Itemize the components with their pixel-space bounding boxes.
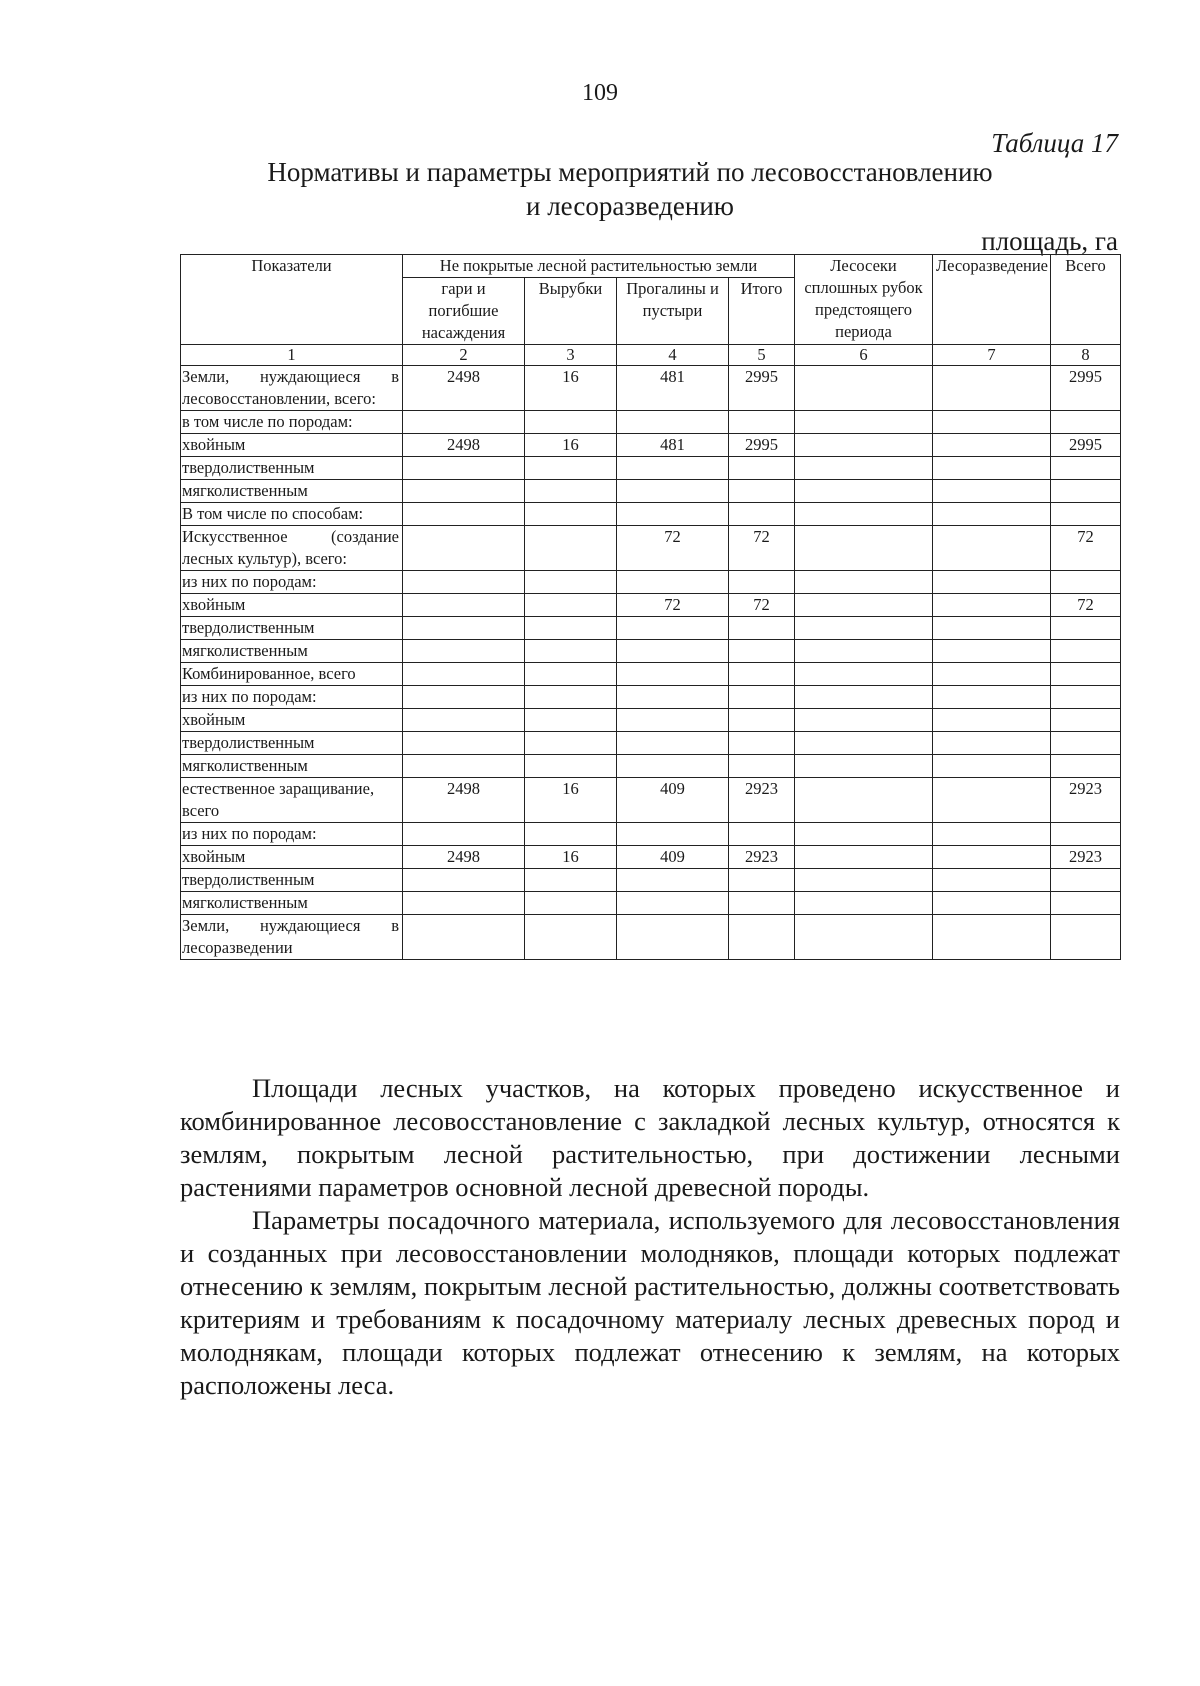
cell-c3: 16: [525, 846, 617, 869]
row-label: мягколиственным: [181, 640, 403, 663]
cell-c2: [403, 594, 525, 617]
cell-c5: [729, 732, 795, 755]
cell-c3: [525, 457, 617, 480]
table-row: [181, 778, 1121, 823]
cell-c3: [525, 480, 617, 503]
header-cuttings: Вырубки: [525, 278, 617, 345]
cell-c7: [933, 915, 1051, 960]
cell-c3: [525, 823, 617, 846]
cell-c3: [525, 411, 617, 434]
cell-c3: [525, 732, 617, 755]
table-row: [181, 732, 1121, 755]
cell-c7: [933, 709, 1051, 732]
cell-c6: [795, 915, 933, 960]
table-row: [181, 480, 1121, 503]
cell-c8: [1051, 411, 1121, 434]
cell-c4: [617, 663, 729, 686]
cell-c5: [729, 709, 795, 732]
cell-c7: [933, 823, 1051, 846]
cell-c2: [403, 892, 525, 915]
cell-c6: [795, 823, 933, 846]
cell-c5: 72: [729, 526, 795, 571]
title-line-2: и лесоразведению: [526, 191, 734, 221]
cell-c6: [795, 434, 933, 457]
row-label: твердолиственным: [181, 617, 403, 640]
cell-c6: [795, 526, 933, 571]
cell-c4: [617, 411, 729, 434]
row-label: твердолиственным: [181, 869, 403, 892]
cell-c7: [933, 411, 1051, 434]
cell-c6: [795, 892, 933, 915]
cell-c5: 2995: [729, 366, 795, 411]
table-row: [181, 755, 1121, 778]
cell-c2: [403, 915, 525, 960]
cell-c2: [403, 411, 525, 434]
cell-c8: [1051, 640, 1121, 663]
table-row: [181, 594, 1121, 617]
cell-c4: 409: [617, 846, 729, 869]
column-number: 4: [617, 345, 729, 366]
cell-c3: [525, 617, 617, 640]
cell-c3: 16: [525, 778, 617, 823]
cell-c2: [403, 686, 525, 709]
cell-c5: [729, 571, 795, 594]
row-label: мягколиственным: [181, 892, 403, 915]
row-label: хвойным: [181, 434, 403, 457]
cell-c7: [933, 434, 1051, 457]
cell-c7: [933, 755, 1051, 778]
table-row: [181, 846, 1121, 869]
table-row: [181, 640, 1121, 663]
cell-c8: [1051, 732, 1121, 755]
cell-c2: [403, 617, 525, 640]
cell-c6: [795, 617, 933, 640]
cell-c5: [729, 869, 795, 892]
cell-c5: 2995: [729, 434, 795, 457]
cell-c6: [795, 755, 933, 778]
cell-c4: [617, 457, 729, 480]
cell-c7: [933, 366, 1051, 411]
cell-c5: [729, 663, 795, 686]
cell-c7: [933, 869, 1051, 892]
table-row: [181, 526, 1121, 571]
cell-c7: [933, 732, 1051, 755]
cell-c2: 2498: [403, 778, 525, 823]
cell-c4: [617, 640, 729, 663]
cell-c3: [525, 571, 617, 594]
title-line-1: Нормативы и параметры мероприятий по лесовосстановлению: [267, 157, 993, 187]
cell-c6: [795, 869, 933, 892]
cell-c3: [525, 640, 617, 663]
cell-c3: [525, 709, 617, 732]
cell-c8: 2995: [1051, 366, 1121, 411]
row-label: Комбинированное, всего: [181, 663, 403, 686]
cell-c6: [795, 778, 933, 823]
table-row: [181, 366, 1121, 411]
cell-c2: [403, 480, 525, 503]
column-number: 2: [403, 345, 525, 366]
cell-c6: [795, 686, 933, 709]
cell-c8: 2923: [1051, 846, 1121, 869]
cell-c7: [933, 892, 1051, 915]
cell-c2: [403, 709, 525, 732]
cell-c4: [617, 732, 729, 755]
cell-c4: 72: [617, 526, 729, 571]
table-row: [181, 571, 1121, 594]
cell-c5: [729, 480, 795, 503]
cell-c8: 72: [1051, 526, 1121, 571]
cell-c8: [1051, 869, 1121, 892]
cell-c8: [1051, 480, 1121, 503]
column-number: 7: [933, 345, 1051, 366]
cell-c3: [525, 869, 617, 892]
cell-c4: [617, 823, 729, 846]
cell-c7: [933, 457, 1051, 480]
cell-c5: [729, 640, 795, 663]
cell-c7: [933, 640, 1051, 663]
header-clearcut-areas: Лесосеки сплошных рубок предстоящего периода: [795, 255, 933, 345]
cell-c4: 481: [617, 366, 729, 411]
cell-c6: [795, 663, 933, 686]
row-label: В том числе по способам:: [181, 503, 403, 526]
header-subtotal: Итого: [729, 278, 795, 345]
header-indicators: Показатели: [181, 255, 403, 345]
table-row: [181, 709, 1121, 732]
cell-c4: [617, 709, 729, 732]
cell-c2: [403, 869, 525, 892]
cell-c6: [795, 411, 933, 434]
cell-c3: 16: [525, 434, 617, 457]
cell-c2: [403, 755, 525, 778]
cell-c3: [525, 503, 617, 526]
cell-c8: 2923: [1051, 778, 1121, 823]
table-row: [181, 915, 1121, 960]
cell-c4: [617, 686, 729, 709]
cell-c8: [1051, 571, 1121, 594]
row-label: хвойным: [181, 846, 403, 869]
column-number: 8: [1051, 345, 1121, 366]
table-row: [181, 663, 1121, 686]
table-label: Таблица 17: [991, 128, 1118, 158]
column-number: 5: [729, 345, 795, 366]
paragraph-2: Параметры посадочного материала, используемого для лесовосстановления и созданных при лесовосстановлении молодняков, площади которых подлежат отнесению к землям, покрытым лесной растительностью, должны соответствовать критериям и требованиям к посадочному материалу лесных древесных пород и молоднякам, площади которых подлежат отнесению к землям, на которых расположены леса.: [180, 1205, 1120, 1400]
cell-c2: [403, 732, 525, 755]
cell-c8: [1051, 709, 1121, 732]
units-label: площадь, га: [981, 226, 1118, 256]
cell-c8: [1051, 663, 1121, 686]
cell-c7: [933, 663, 1051, 686]
cell-c8: [1051, 892, 1121, 915]
column-number-row: [181, 345, 1121, 366]
cell-c7: [933, 594, 1051, 617]
cell-c3: [525, 663, 617, 686]
cell-c8: [1051, 617, 1121, 640]
cell-c4: 409: [617, 778, 729, 823]
cell-c8: [1051, 823, 1121, 846]
cell-c2: [403, 457, 525, 480]
header-afforestation: Лесоразведение: [933, 255, 1051, 345]
cell-c6: [795, 732, 933, 755]
cell-c6: [795, 480, 933, 503]
cell-c4: [617, 571, 729, 594]
header-total: Всего: [1051, 255, 1121, 345]
cell-c2: [403, 823, 525, 846]
cell-c7: [933, 526, 1051, 571]
cell-c7: [933, 617, 1051, 640]
cell-c8: [1051, 457, 1121, 480]
header-burned: гари и погибшие насаждения: [403, 278, 525, 345]
cell-c2: [403, 571, 525, 594]
row-label: хвойным: [181, 594, 403, 617]
column-number: 6: [795, 345, 933, 366]
table-title: [180, 155, 1080, 223]
paragraph-1: Площади лесных участков, на которых проведено искусственное и комбинированное лесовосстановление с закладкой лесных культур, относятся к землям, покрытым лесной растительностью, при достижении лесными растениями параметров основной лесной древесной породы.: [180, 1073, 1120, 1202]
cell-c4: [617, 892, 729, 915]
cell-c8: [1051, 686, 1121, 709]
cell-c8: 72: [1051, 594, 1121, 617]
body-text: [180, 1072, 1120, 1402]
cell-c7: [933, 686, 1051, 709]
cell-c5: [729, 755, 795, 778]
cell-c6: [795, 503, 933, 526]
cell-c6: [795, 457, 933, 480]
row-label: твердолиственным: [181, 732, 403, 755]
table-row: [181, 617, 1121, 640]
row-label: естественное заращивание, всего: [181, 778, 403, 823]
cell-c3: [525, 892, 617, 915]
measures-table: [180, 254, 1121, 960]
row-label: мягколиственным: [181, 755, 403, 778]
row-label: из них по породам:: [181, 823, 403, 846]
table-row: [181, 869, 1121, 892]
cell-c5: [729, 457, 795, 480]
cell-c6: [795, 366, 933, 411]
cell-c5: 2923: [729, 846, 795, 869]
cell-c6: [795, 640, 933, 663]
cell-c7: [933, 846, 1051, 869]
page-number: 109: [582, 80, 618, 106]
cell-c4: 481: [617, 434, 729, 457]
table-row: [181, 686, 1121, 709]
cell-c7: [933, 480, 1051, 503]
cell-c2: [403, 640, 525, 663]
row-label: хвойным: [181, 709, 403, 732]
table-row: [181, 434, 1121, 457]
cell-c6: [795, 571, 933, 594]
cell-c5: [729, 686, 795, 709]
cell-c8: [1051, 755, 1121, 778]
row-label: из них по породам:: [181, 686, 403, 709]
table-row: [181, 411, 1121, 434]
cell-c2: 2498: [403, 366, 525, 411]
cell-c7: [933, 571, 1051, 594]
cell-c2: 2498: [403, 434, 525, 457]
cell-c6: [795, 594, 933, 617]
cell-c4: [617, 755, 729, 778]
cell-c4: [617, 480, 729, 503]
cell-c3: [525, 594, 617, 617]
cell-c4: [617, 503, 729, 526]
cell-c5: [729, 892, 795, 915]
cell-c8: 2995: [1051, 434, 1121, 457]
cell-c5: [729, 617, 795, 640]
cell-c2: [403, 663, 525, 686]
column-number: 1: [181, 345, 403, 366]
cell-c3: 16: [525, 366, 617, 411]
cell-c3: [525, 755, 617, 778]
table-row: [181, 892, 1121, 915]
cell-c5: [729, 411, 795, 434]
cell-c7: [933, 778, 1051, 823]
cell-c4: [617, 915, 729, 960]
cell-c3: [525, 686, 617, 709]
cell-c5: [729, 915, 795, 960]
cell-c3: [525, 526, 617, 571]
column-number: 3: [525, 345, 617, 366]
row-label: Земли, нуждающиеся в лесоразведении: [181, 915, 403, 960]
row-label: Земли, нуждающиеся в лесовосстановлении, всего:: [181, 366, 403, 411]
row-label: Искусственное (создание лесных культур), всего:: [181, 526, 403, 571]
row-label: в том числе по породам:: [181, 411, 403, 434]
cell-c6: [795, 709, 933, 732]
cell-c8: [1051, 915, 1121, 960]
row-label: мягколиственным: [181, 480, 403, 503]
table-row: [181, 503, 1121, 526]
cell-c8: [1051, 503, 1121, 526]
table-row: [181, 823, 1121, 846]
header-glades: Прогалины и пустыри: [617, 278, 729, 345]
row-label: твердолиственным: [181, 457, 403, 480]
row-label: из них по породам:: [181, 571, 403, 594]
cell-c4: 72: [617, 594, 729, 617]
table-row: [181, 457, 1121, 480]
cell-c5: [729, 503, 795, 526]
cell-c7: [933, 503, 1051, 526]
cell-c2: [403, 503, 525, 526]
cell-c4: [617, 869, 729, 892]
cell-c6: [795, 846, 933, 869]
cell-c3: [525, 915, 617, 960]
cell-c5: 72: [729, 594, 795, 617]
cell-c5: 2923: [729, 778, 795, 823]
cell-c2: [403, 526, 525, 571]
header-not-covered: Не покрытые лесной растительностью земли: [403, 255, 795, 278]
cell-c5: [729, 823, 795, 846]
cell-c2: 2498: [403, 846, 525, 869]
table-body: [181, 345, 1121, 960]
cell-c4: [617, 617, 729, 640]
